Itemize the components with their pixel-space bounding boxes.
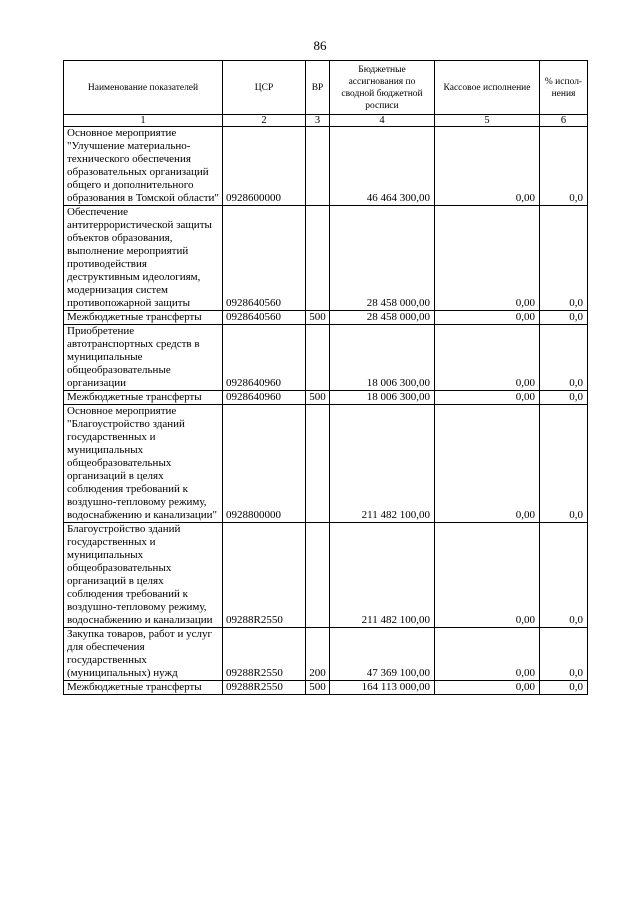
row-csr: 09288R2550 [223,523,306,628]
row-pct: 0,0 [540,311,588,325]
row-vr: 500 [306,311,330,325]
row-vr: 500 [306,391,330,405]
row-name: Межбюджетные трансферты [64,391,223,405]
row-budget: 28 458 000,00 [330,206,435,311]
column-number: 3 [306,115,330,127]
row-name: Благоустройство зданий государственных и муниципальных общеобразовательных организаций в целях соблюдения требований к воздушно-тепловому режиму, водоснабжению и канализации [64,523,223,628]
row-csr: 0928640960 [223,391,306,405]
row-pct: 0,0 [540,681,588,695]
row-vr: 200 [306,628,330,681]
row-cash: 0,00 [435,405,540,523]
row-pct: 0,0 [540,391,588,405]
row-cash: 0,00 [435,206,540,311]
row-cash: 0,00 [435,628,540,681]
row-budget: 18 006 300,00 [330,325,435,391]
row-cash: 0,00 [435,523,540,628]
table-row [64,311,588,325]
row-csr: 09288R2550 [223,628,306,681]
budget-execution-table [63,60,588,695]
row-vr [306,206,330,311]
row-name: Основное мероприятие "Благоустройство зданий государственных и муниципальных общеобразовательных организаций в целях соблюдения требований к воздушно-тепловому режиму, водоснабжению и канализации" [64,405,223,523]
row-name: Межбюджетные трансферты [64,311,223,325]
row-pct: 0,0 [540,206,588,311]
page-number: 86 [313,38,327,53]
table-row [64,523,588,628]
row-pct: 0,0 [540,325,588,391]
row-name: Межбюджетные трансферты [64,681,223,695]
header-csr: ЦСР [223,61,306,115]
row-vr [306,405,330,523]
table-row [64,391,588,405]
row-budget: 46 464 300,00 [330,127,435,206]
table-row [64,206,588,311]
column-number-row [64,115,588,127]
table-row [64,405,588,523]
row-csr: 0928640960 [223,325,306,391]
row-budget: 28 458 000,00 [330,311,435,325]
row-budget: 211 482 100,00 [330,405,435,523]
row-csr: 0928640560 [223,206,306,311]
row-csr: 09288R2550 [223,681,306,695]
row-cash: 0,00 [435,391,540,405]
row-name: Основное мероприятие "Улучшение материально-технического обеспечения образовательных организаций общего и дополнительного образования в Томской области" [64,127,223,206]
column-number: 2 [223,115,306,127]
column-number: 6 [540,115,588,127]
row-vr [306,523,330,628]
table-row [64,127,588,206]
row-budget: 211 482 100,00 [330,523,435,628]
row-cash: 0,00 [435,127,540,206]
row-vr: 500 [306,681,330,695]
column-number: 4 [330,115,435,127]
row-name: Закупка товаров, работ и услуг для обеспечения государственных (муниципальных) нужд [64,628,223,681]
header-budget: Бюджетные ассигнования по сводной бюджетной росписи [330,61,435,115]
row-csr: 0928600000 [223,127,306,206]
table-row [64,681,588,695]
row-budget: 164 113 000,00 [330,681,435,695]
row-csr: 0928640560 [223,311,306,325]
column-number: 5 [435,115,540,127]
row-budget: 18 006 300,00 [330,391,435,405]
table-body [64,127,588,695]
header-cash: Кассовое исполнение [435,61,540,115]
row-pct: 0,0 [540,127,588,206]
row-budget: 47 369 100,00 [330,628,435,681]
row-pct: 0,0 [540,405,588,523]
header-pct: % испол-нения [540,61,588,115]
row-vr [306,325,330,391]
table-row [64,628,588,681]
table-header-row [64,61,588,115]
row-name: Обеспечение антитеррористической защиты объектов образования, выполнение мероприятий противодействия деструктивным идеологиям, модернизация систем противопожарной защиты [64,206,223,311]
header-name: Наименование показателей [64,61,223,115]
row-cash: 0,00 [435,325,540,391]
header-vr: ВР [306,61,330,115]
row-vr [306,127,330,206]
row-csr: 0928800000 [223,405,306,523]
row-name: Приобретение автотранспортных средств в муниципальные общеобразовательные организации [64,325,223,391]
column-number: 1 [64,115,223,127]
row-pct: 0,0 [540,628,588,681]
row-cash: 0,00 [435,311,540,325]
table-row [64,325,588,391]
row-pct: 0,0 [540,523,588,628]
row-cash: 0,00 [435,681,540,695]
